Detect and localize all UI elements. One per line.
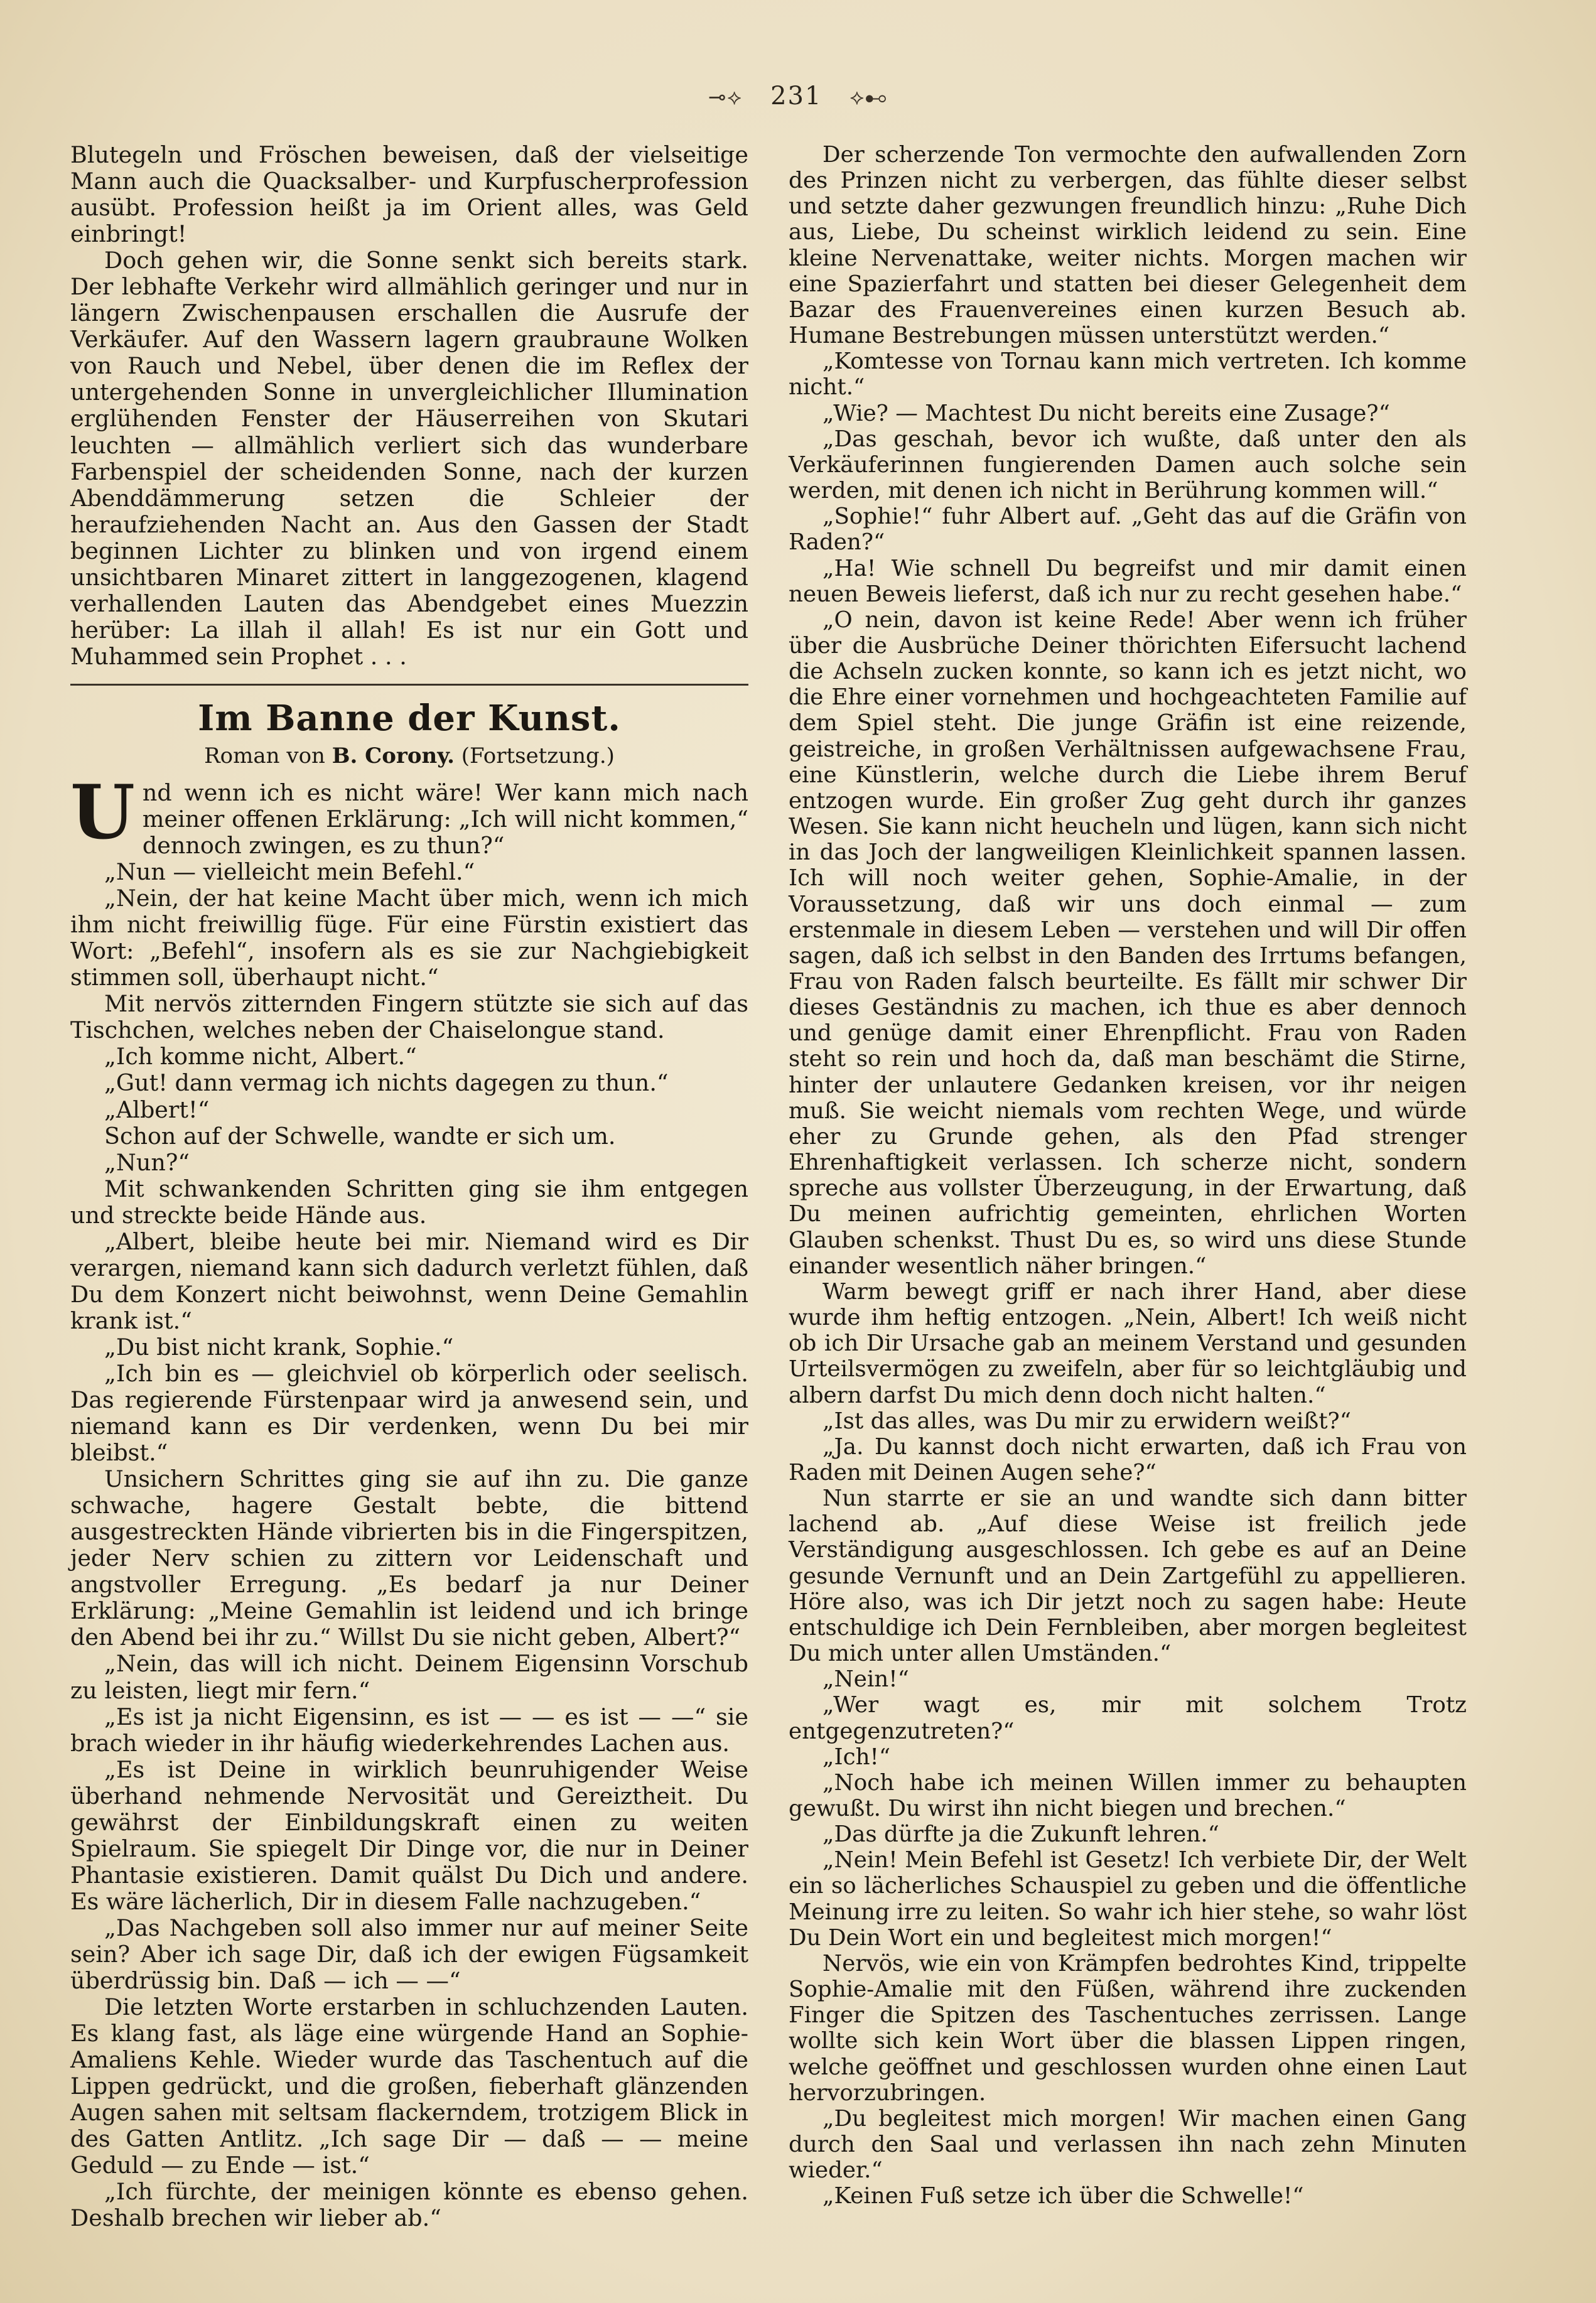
paragraph: „Du bist nicht krank, Sophie.“ — [104, 1333, 454, 1361]
paragraph: „Nun — vielleicht mein Befehl.“ — [104, 858, 475, 886]
ornament-right-icon: ⟡⊷ — [849, 85, 888, 110]
paragraph: „Es ist ja nicht Eigensinn, es ist — — es ist — —“ sie brach wieder in ihr häufig wiederkehrendes Lachen aus. — [70, 1703, 748, 1757]
paragraph: „Ist das alles, was Du mir zu erwidern weißt?“ — [822, 1408, 1351, 1434]
paragraph: „Ich!“ — [822, 1744, 891, 1770]
paragraph: „Das geschah, bevor ich wußte, daß unter den als Verkäuferinnen fungierenden Damen auch solche sein werden, mit denen ich nicht in Berührung kommen will.“ — [789, 426, 1467, 504]
paragraph: „Komtesse von Tornau kann mich vertreten. Ich komme nicht.“ — [789, 348, 1467, 401]
paragraph: „Nein! Mein Befehl ist Gesetz! Ich verbiete Dir, der Welt ein so lächerliches Schauspiel zu geben und die öffentliche Meinung irre zu leiten. So wahr ich hier stehe, so wahr löst Du Dein Wort ein und begleitest mich morgen!“ — [789, 1847, 1467, 1951]
paragraph: „Ich bin es — gleichviel ob körperlich oder seelisch. Das regierende Fürstenpaar wird ja anwesend sein, und niemand kann es Dir verdenken, wenn Du bei mir bleibst.“ — [70, 1359, 748, 1467]
paragraph: Schon auf der Schwelle, wandte er sich um. — [104, 1122, 616, 1150]
paragraph: „Ja. Du kannst doch nicht erwarten, daß ich Frau von Raden mit Deinen Augen sehe?“ — [789, 1433, 1467, 1486]
paragraph: „Wie? — Machtest Du nicht bereits eine Zusage?“ — [822, 400, 1390, 426]
paragraph: „Das Nachgeben soll also immer nur auf meiner Seite sein? Aber ich sage Dir, daß ich der ewigen Fügsamkeit überdrüssig bin. Daß — ich — —“ — [70, 1914, 748, 1995]
paragraph: „Nein, der hat keine Macht über mich, wenn ich mich ihm nicht freiwillig füge. Für eine Fürstin existiert das Wort: „Befehl“, insofern als es sie zur Nachgiebigkeit stimmen soll, überhaupt nicht.“ — [70, 885, 748, 991]
paragraph: „Gut! dann vermag ich nichts dagegen zu thun.“ — [104, 1069, 669, 1097]
page-header — [0, 82, 1596, 111]
story-paragraphs — [70, 859, 748, 2231]
paragraph: Die letzten Worte erstarben in schluchzenden Lauten. Es klang fast, als läge eine würgende Hand an Sophie-Amaliens Kehle. Wieder wurde das Taschentuch auf die Lippen gedrückt, und die großen, fieberhaft glänzenden Augen sahen mit seltsam flackerndem, trotzigem Blick in des Gatten Antlitz. „Ich sage Dir — daß — — meine Geduld — zu Ende — ist.“ — [70, 1993, 748, 2179]
subtitle-suffix: (Fortsetzung.) — [461, 743, 615, 769]
subtitle-prefix: Roman von — [204, 743, 325, 769]
paragraph: „Du begleitest mich morgen! Wir machen einen Gang durch den Saal und verlassen ihn nach zehn Minuten wieder.“ — [789, 2105, 1467, 2184]
paragraph: „Nun?“ — [104, 1148, 190, 1176]
paragraph: „Ha! Wie schnell Du begreifst und mir damit einen neuen Beweis lieferst, daß ich nur zu recht gesehen habe.“ — [789, 555, 1467, 607]
paragraph: „Albert!“ — [104, 1096, 210, 1123]
page-number: 231 — [770, 82, 822, 111]
paragraph: Mit nervös zitternden Fingern stützte sie sich auf das Tischchen, welches neben der Chaiselongue stand. — [70, 990, 748, 1044]
paragraph: Der scherzende Ton vermochte den aufwallenden Zorn des Prinzen nicht zu verbergen, das fühlte dieser selbst und setzte daher gezwungen freundlich hinzu: „Ruhe Dich aus, Liebe, Du scheinst wirklich leidend zu sein. Eine kleine Nervenattake, weiter nichts. Morgen machen wir eine Spazierfahrt und statten bei dieser Gelegenheit dem Bazar des Frauenvereines einen kurzen Besuch ab. Humane Bestrebungen müssen unterstützt werden.“ — [789, 142, 1467, 349]
paragraph: „Das dürfte ja die Zukunft lehren.“ — [822, 1821, 1219, 1848]
paragraph: Doch gehen wir, die Sonne senkt sich bereits stark. Der lebhafte Verkehr wird allmählich geringer und nur in längern Zwischenpausen erschallen die Ausrufe der Verkäufer. Auf den Wassern lagern graubraune Wolken von Rauch und Nebel, über denen die im Reflex der untergehenden Sonne in unvergleichlicher Illumination erglühenden Fenster der Häuserreihen von Skutari leuchten — allmählich verliert sich das wunderbare Farbenspiel der scheidenden Sonne, nach der kurzen Abenddämmerung setzen die Schleier der heraufziehenden Nacht an. Aus den Gassen der Stadt beginnen Lichter zu blinken und von irgend einem unsichtbaren Minaret zittert in langgezogenen, klagend verhallenden Lauten das Abendgebet eines Muezzin herüber: La illah il allah! Es ist nur ein Gott und Muhammed sein Prophet . . . — [70, 247, 748, 670]
paragraph: „Wer wagt es, mir mit solchem Trotz entgegenzutreten?“ — [789, 1692, 1467, 1744]
paragraph: Blutegeln und Fröschen beweisen, daß der vielseitige Mann auch die Quacksalber- und Kurpfuscherprofession ausübt. Profession heißt ja im Orient alles, was Geld einbringt! — [70, 141, 748, 248]
story-title: Im Banne der Kunst. — [198, 697, 621, 739]
story-author: B. Corony. — [332, 743, 455, 769]
paragraph: „Nein, das will ich nicht. Deinem Eigensinn Vorschub zu leisten, liegt mir fern.“ — [70, 1650, 748, 1704]
paragraph: „Ich fürchte, der meinigen könnte es ebenso gehen. Deshalb brechen wir lieber ab.“ — [70, 2178, 748, 2232]
paragraph: „O nein, davon ist keine Rede! Aber wenn ich früher über die Ausbrüche Deiner thörichten Eifersucht lachend die Achseln zucken konnte, so kann ich es jetzt nicht, wo die Ehre einer vornehmen und hochgeachteten Familie auf dem Spiel steht. Die junge Gräfin ist eine reizende, geistreiche, in großen Verhältnissen aufgewachsene Frau, eine Künstlerin, welche durch die Liebe ihrem Beruf entzogen wurde. Ein großer Zug geht durch ihr ganzes Wesen. Sie kann nicht heucheln und lügen, kann sich nicht in das Joch der langweiligen Kleinlichkeit spannen lassen. Ich will noch weiter gehen, Sophie-Amalie, in der Voraussetzung, daß wir uns doch einmal — zum erstenmale in diesem Leben — verstehen und will Dir offen sagen, daß ich selbst in den Banden des Irrtums befangen, Frau von Raden falsch beurteilte. Es fällt mir schwer Dir dieses Geständnis zu machen, ich thue es aber dennoch und genüge damit einer Ehrenpflicht. Frau von Raden steht so rein und hoch da, daß man beschämt die Stirne, hinter der unlautere Gedanken kreisen, vor ihr neigen muß. Sie weicht niemals vom rechten Wege, und würde eher zu Grunde gehen, als den Pfad strenger Ehrenhaftigkeit verlassen. Ich scherze nicht, sondern spreche aus vollster Überzeugung, in der Erwartung, daß Du meinen aufrichtig gemeinten, ehrlichen Worten Glauben schenkst. Thust Du es, so wird uns diese Stunde einander wesentlich näher bringen.“ — [789, 607, 1467, 1279]
paragraph: Nervös, wie ein von Krämpfen bedrohtes Kind, trippelte Sophie-Amalie mit den Füßen, während ihre zuckenden Finger die Spitzen des Taschentuches zerrissen. Lange wollte sich kein Wort über die blassen Lippen ringen, welche geöffnet und geschlossen wurden ohne einen Laut hervorzubringen. — [789, 1950, 1467, 2106]
paragraph: „Noch habe ich meinen Willen immer zu behaupten gewußt. Du wirst ihn nicht biegen und brechen.“ — [789, 1769, 1467, 1821]
story-paragraphs-continued — [789, 142, 1467, 2209]
paragraph: „Nein!“ — [822, 1666, 909, 1693]
paragraph: „Keinen Fuß setze ich über die Schwelle!“ — [822, 2183, 1304, 2209]
ornament-left-icon: ⊸⟡ — [708, 85, 743, 110]
paragraph: „Es ist Deine in wirklich beunruhigender Weise überhand nehmende Nervosität und Gereiztheit. Du gewährst der Einbildungskraft einen zu weiten Spielraum. Sie spiegelt Dir Dinge vor, die nur in Deiner Phantasie existieren. Damit quälst Du Dich und andere. Es wäre lächerlich, Dir in diesem Falle nachzugeben.“ — [70, 1756, 748, 1915]
paragraph: Warm bewegt griff er nach ihrer Hand, aber diese wurde ihm heftig entzogen. „Nein, Albert! Ich weiß nicht ob ich Dir Ursache gab an meinem Verstand und gesunden Urteilsvermögen zu zweifeln, aber für so leichtgläubig und albern darfst Du mich denn doch nicht halten.“ — [789, 1278, 1467, 1408]
first-paragraph-text: nd wenn ich es nicht wäre! Wer kann mich nach meiner offenen Erklärung: „Ich will nicht kommen,“ dennoch zwingen, es zu thun?“ — [142, 779, 748, 860]
paragraph: Mit schwankenden Schritten ging sie ihm entgegen und streckte beide Hände aus. — [70, 1175, 748, 1229]
paragraph: „Albert, bleibe heute bei mir. Niemand wird es Dir verargen, niemand kann sich dadurch verletzt fühlen, daß Du dem Konzert nicht beiwohnst, wenn Deine Gemahlin krank ist.“ — [70, 1227, 748, 1334]
left-column — [70, 142, 748, 2232]
paragraph: „Sophie!“ fuhr Albert auf. „Geht das auf die Gräfin von Raden?“ — [789, 504, 1467, 556]
story-subtitle — [70, 742, 748, 770]
paragraph: Nun starrte er sie an und wandte sich dann bitter lachend ab. „Auf diese Weise ist freilich jede Verständigung ausgeschlossen. Ich gebe es auf an Deine gesunde Vernunft und an Dein Zartgefühl zu appellieren. Höre also, was ich Dir jetzt noch zu sagen habe: Heute entschuldige ich Dein Fernbleiben, aber morgen begleitest Du mich unter allen Umständen.“ — [789, 1486, 1467, 1667]
right-column — [789, 142, 1467, 2209]
paragraph: Unsichern Schrittes ging sie auf ihn zu. Die ganze schwache, hagere Gestalt bebte, die bittend ausgestreckten Hände vibrierten bis in die Fingerspitzen, jeder Nerv schien zu zittern vor Leidenschaft und angstvoller Erregung. „Es bedarf ja nur Deiner Erklärung: „Meine Gemahlin ist leidend und ich bringe den Abend bei ihr zu.“ Willst Du sie nicht geben, Albert?“ — [70, 1465, 748, 1651]
section-divider — [70, 684, 748, 686]
paragraph: „Ich komme nicht, Albert.“ — [104, 1043, 417, 1071]
first-paragraph — [70, 768, 748, 860]
drop-cap: U — [70, 768, 135, 856]
